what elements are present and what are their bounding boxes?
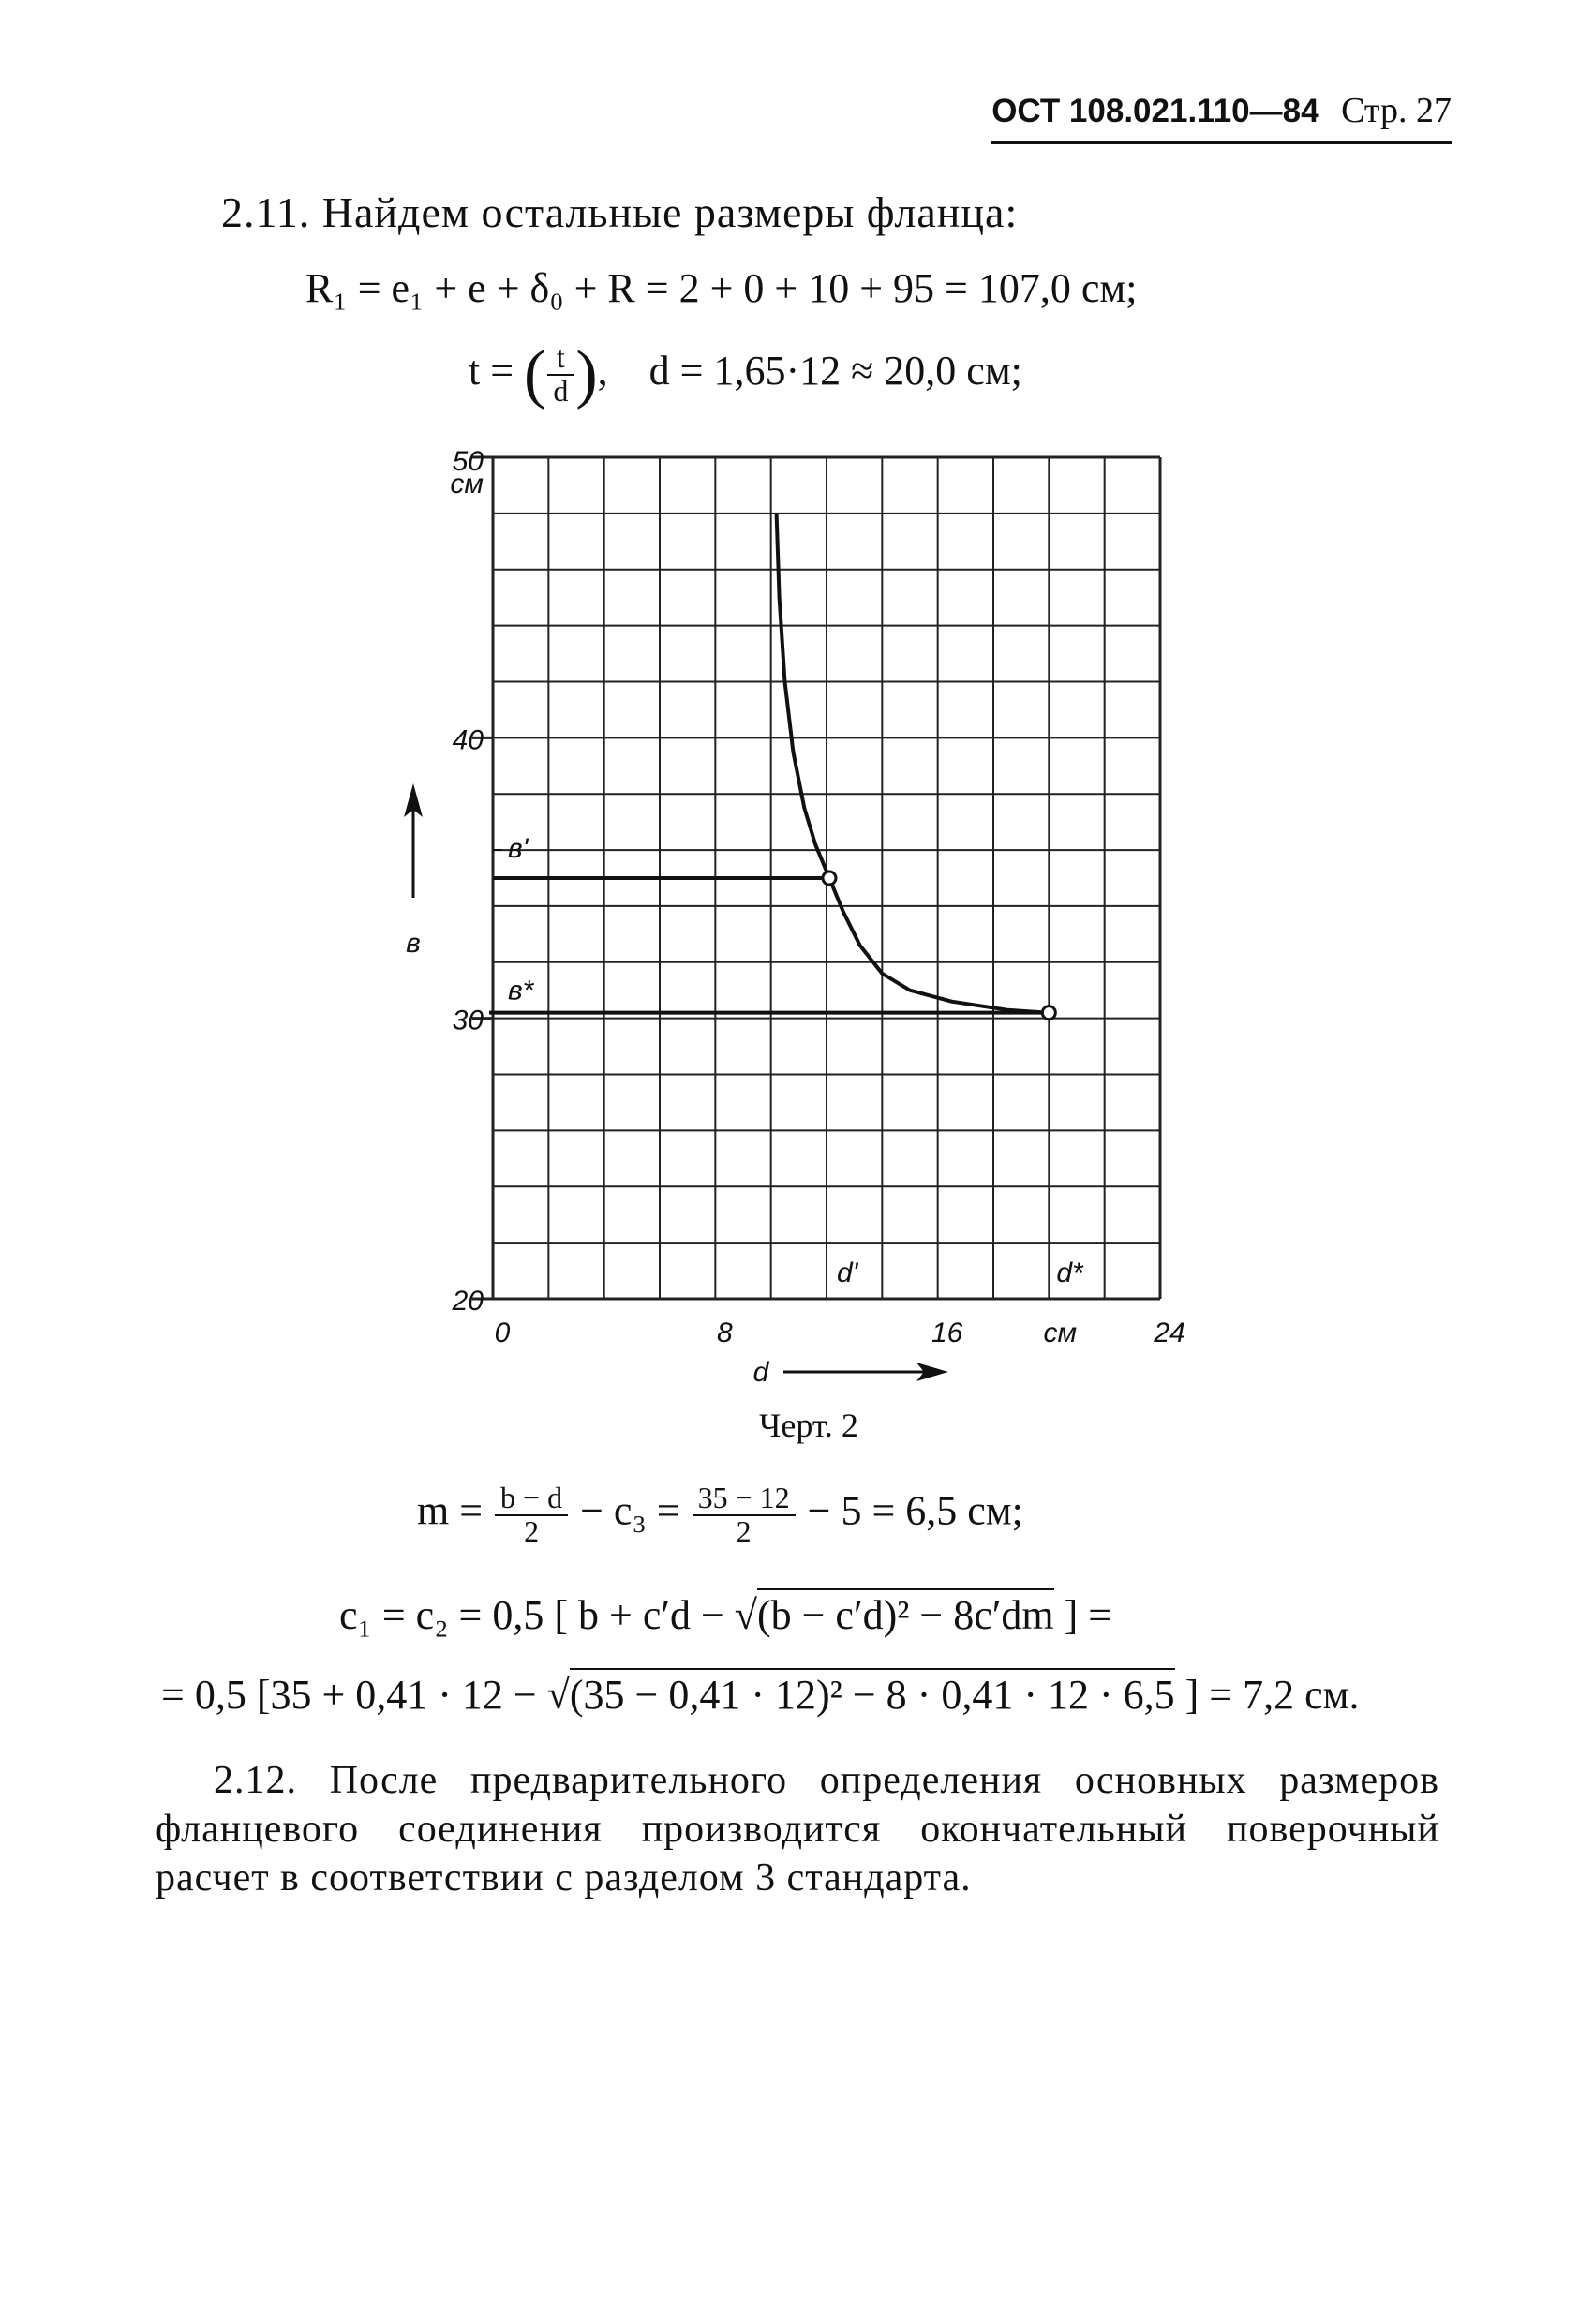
curve-line	[777, 514, 1050, 1013]
y-unit-label: см	[450, 469, 484, 499]
m-fraction-2	[693, 1482, 796, 1547]
fraction-numerator: t	[547, 342, 574, 376]
m-rest: − 5 = 6,5 см;	[807, 1487, 1023, 1534]
m-fraction-1	[495, 1482, 568, 1547]
section-2-12-paragraph: 2.12. После предварительного определения основных размеров фланцевого соединения производится окончательный поверочный расчет в соответствии с разделом 3 стандарта.	[156, 1759, 1439, 1900]
b-star-label: в*	[508, 975, 534, 1006]
x-axis-label: d	[752, 1357, 769, 1388]
m-lhs: m =	[417, 1487, 484, 1534]
y-tick-label: 30	[452, 1005, 484, 1036]
y-tick-label: 40	[452, 724, 484, 756]
x-tick-label: 0	[494, 1318, 511, 1348]
x-tick-label: 8	[716, 1318, 733, 1348]
equation-t-d: t = ( $\frac{t}{d}$ ), d = 1,65·12 ≈ 20,0 см;	[469, 338, 1022, 410]
x-unit-label: см	[1043, 1318, 1078, 1348]
d-star-label: d*	[1056, 1258, 1083, 1289]
fraction-denominator: d	[553, 374, 569, 408]
c-line1-radicand: (b − c′d)² − 8c′dm	[757, 1588, 1054, 1638]
b-star-point	[1042, 1006, 1055, 1020]
chart-marks	[489, 514, 1055, 1020]
document-number: ОСТ 108.021.110—84	[991, 93, 1319, 129]
c-line2-end: ] = 7,2 см.	[1184, 1672, 1360, 1718]
c-line2-radicand: (35 − 0,41 · 12)² − 8 · 0,41 · 12 · 6,5	[570, 1668, 1175, 1718]
y-tick-label: 50	[452, 446, 484, 477]
figure-caption: Черт. 2	[759, 1407, 858, 1444]
d-prime-label: d'	[836, 1258, 858, 1289]
t-lhs: t =	[469, 348, 514, 395]
page-number: Стр. 27	[1341, 91, 1452, 130]
c-line2-start: = 0,5 [35 + 0,41 · 12 − √	[161, 1672, 570, 1718]
m-fraction-1-den: 2	[524, 1513, 540, 1548]
m-fraction-2-den: 2	[736, 1513, 752, 1548]
equation-m	[417, 1482, 1023, 1547]
m-mid: − c₃ =	[580, 1487, 680, 1534]
m-fraction-1-num: b − d	[495, 1482, 568, 1516]
y-tick-label: 20	[452, 1286, 484, 1317]
equation-c-value	[161, 1671, 1359, 1719]
equation-r1: R₁ = e₁ + e + δ₀ + R = 2 + 0 + 10 + 95 = 107,0 см;	[305, 265, 1138, 311]
d-value: d = 1,65·12 ≈ 20,0 см;	[648, 348, 1022, 395]
b-prime-label: в'	[508, 833, 529, 864]
x-tick-label: 16	[931, 1318, 963, 1348]
x-tick-label: 24	[1154, 1318, 1185, 1348]
equation-c1-c2	[339, 1591, 1111, 1639]
c-line1-end: ] =	[1064, 1592, 1112, 1638]
c-line1-start: c₁ = c₂ = 0,5 [ b + c′d − √	[339, 1592, 757, 1638]
b-prime-point	[823, 872, 836, 885]
m-fraction-2-num: 35 − 12	[693, 1482, 796, 1516]
y-axis-label: в	[406, 928, 421, 959]
section-2-11-title: 2.11. Найдем остальные размеры фланца:	[221, 188, 1019, 236]
chart-labels	[404, 446, 1185, 1388]
